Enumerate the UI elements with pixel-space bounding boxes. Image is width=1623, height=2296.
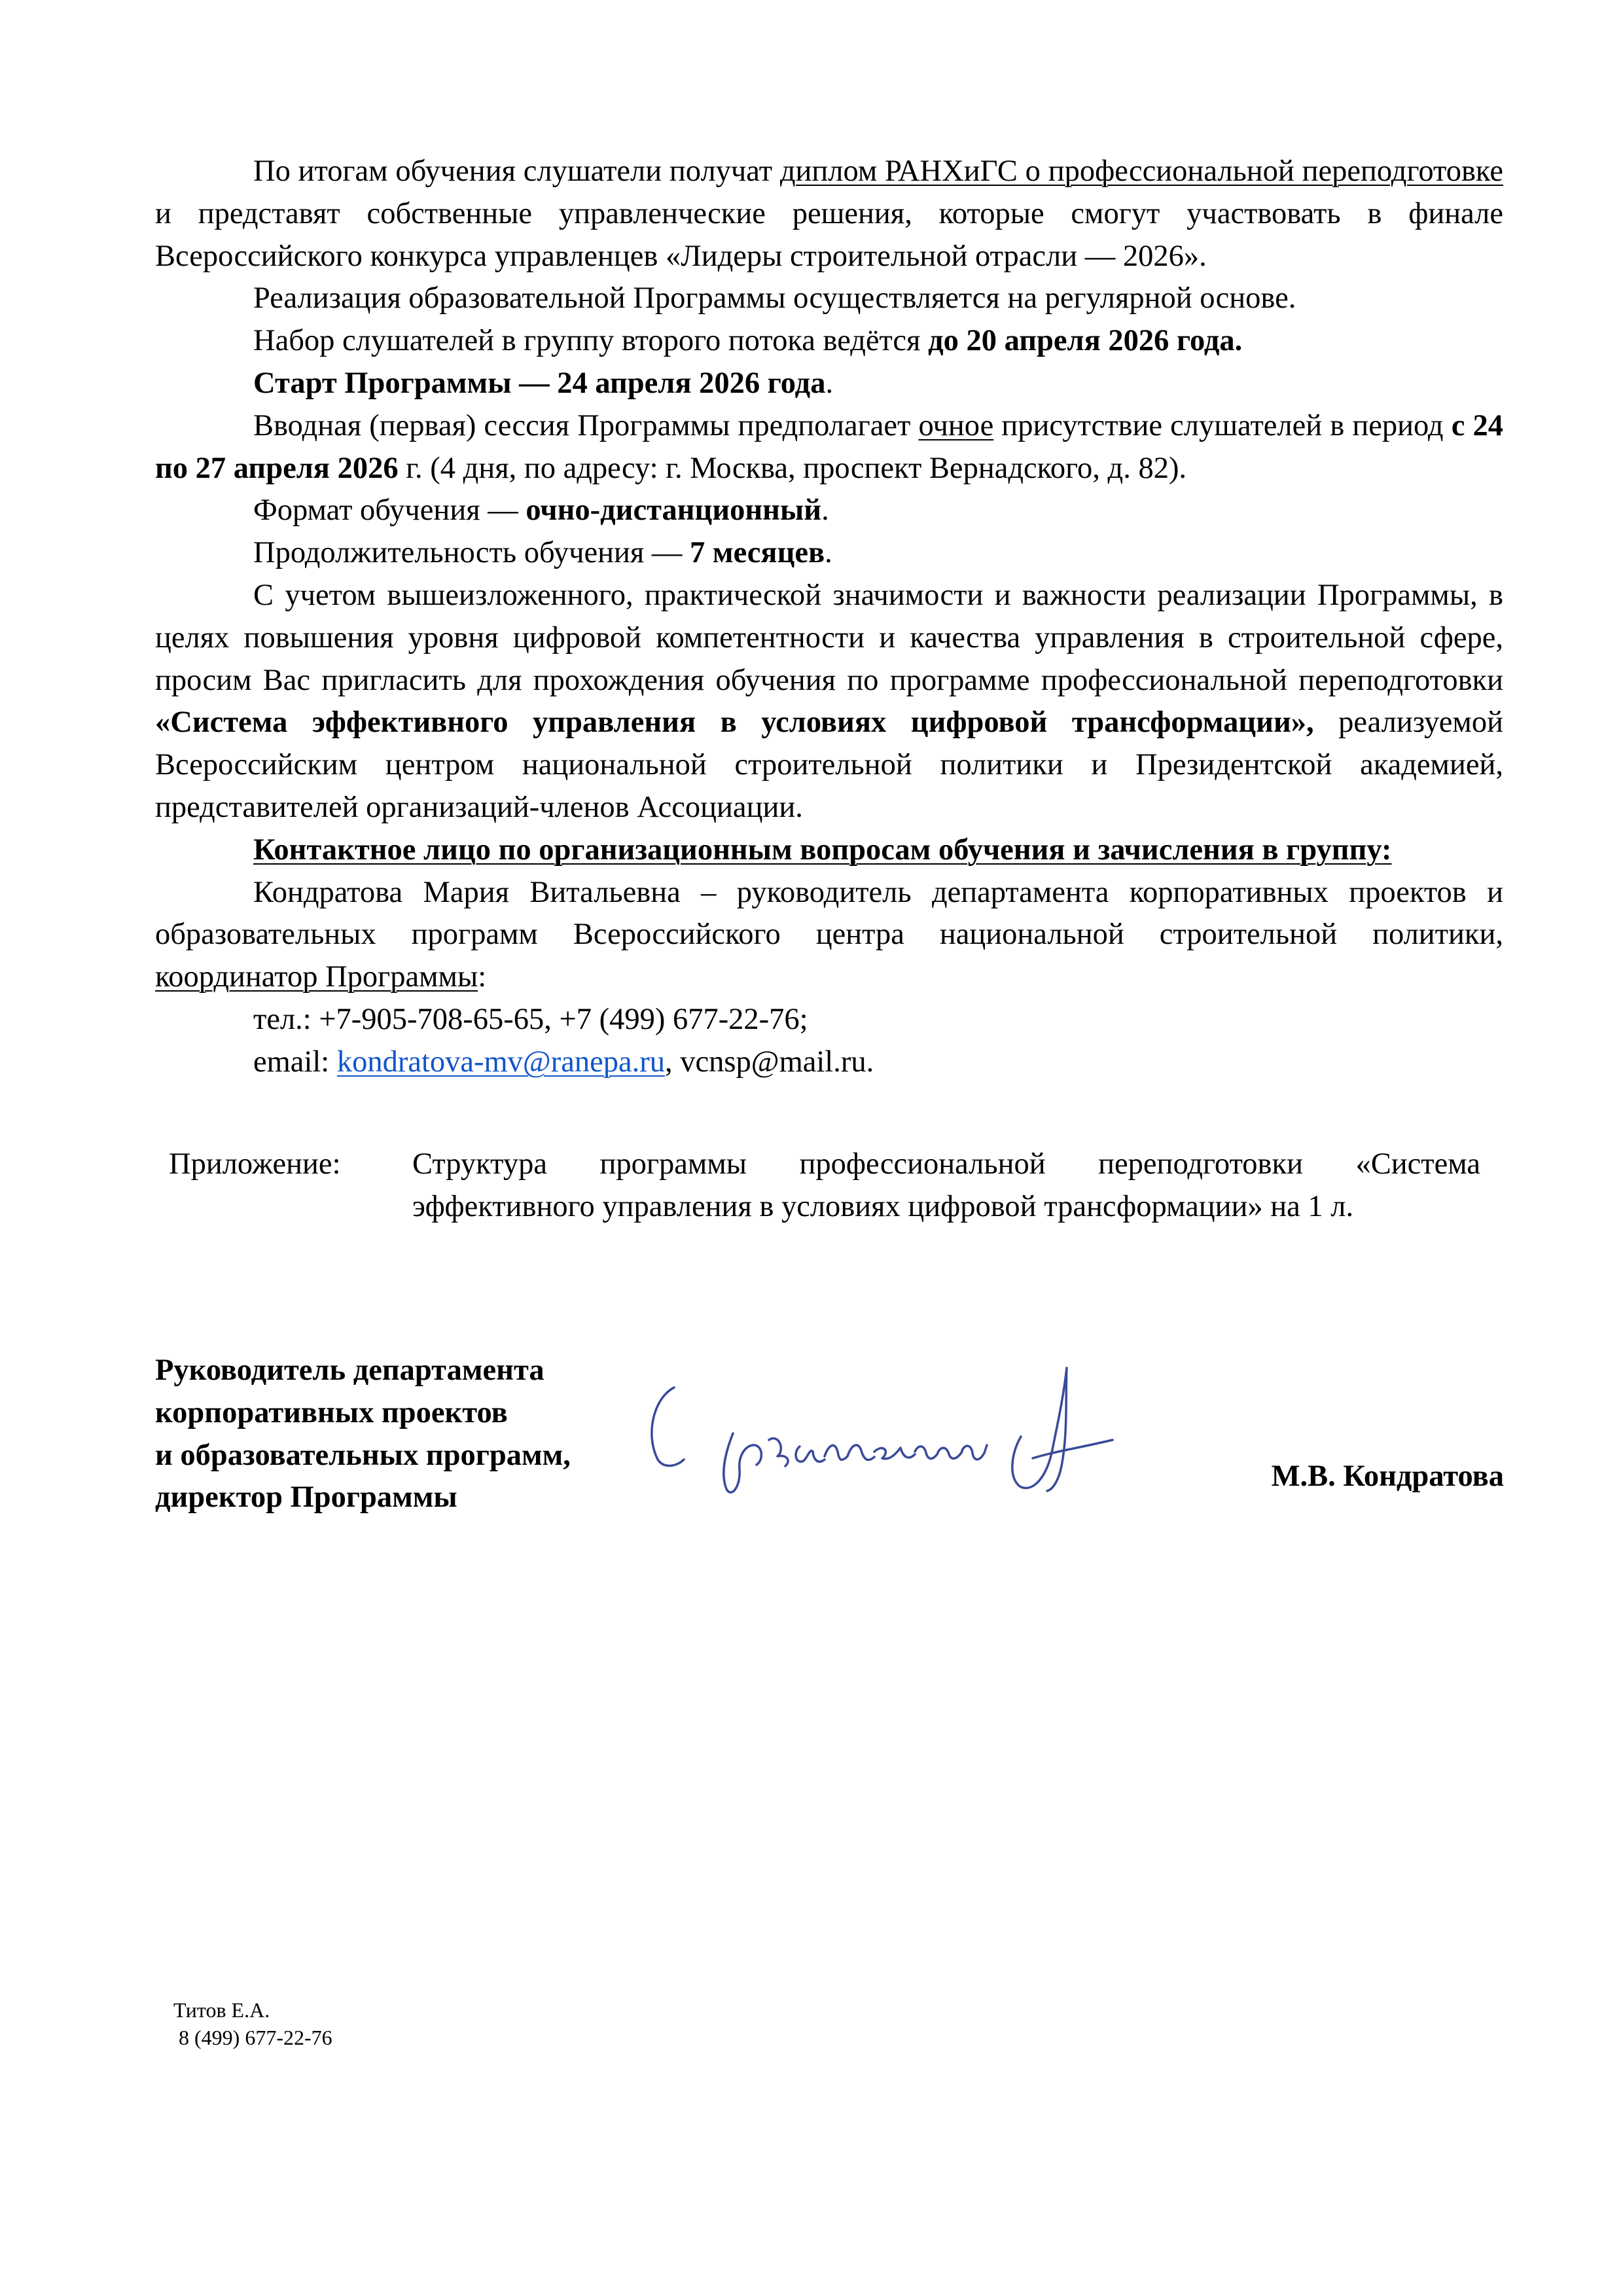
in-person-underlined: очное: [918, 408, 994, 442]
contact-phone: тел.: +7-905-708-65-65, +7 (499) 677-22-76;: [253, 1002, 808, 1036]
text-fragment: .: [825, 536, 832, 570]
contact-email: [155, 1041, 1503, 1084]
attachment-label: Приложение:: [169, 1147, 341, 1181]
text-fragment: Продолжительность обучения —: [253, 536, 690, 570]
text-fragment: и представят собственные управленческие решения, которые смогут участвовать в финале Всероссийского конкурса управленцев «Лидеры строительной отрасли — 2026».: [155, 196, 1503, 273]
text-fragment: :: [478, 960, 487, 994]
signatory-title-line: корпоративных проектов: [155, 1395, 508, 1429]
signatory-title-line: директор Программы: [155, 1480, 457, 1515]
executor-phone: 8 (499) 677-22-76: [179, 2026, 332, 2049]
email-link[interactable]: kondratova-mv@ranepa.ru: [336, 1045, 666, 1079]
handwritten-signature: [628, 1335, 1126, 1505]
footer-executor: [173, 1996, 332, 2051]
email-secondary: , vcnsp@mail.ru.: [665, 1045, 874, 1079]
text-fragment: Набор слушателей в группу второго потока ведётся: [253, 324, 929, 358]
contact-heading: Контактное лицо по организационным вопросам обучения и зачисления в группу:: [253, 833, 1392, 867]
text-fragment: присутствие слушателей в период: [993, 408, 1452, 442]
text-fragment: Формат обучения —: [253, 493, 526, 528]
study-duration: 7 месяцев: [690, 536, 825, 570]
paragraph-regular-basis: Реализация образовательной Программы осуществляется на регулярной основе.: [253, 281, 1296, 315]
paragraph-contact-heading: [155, 829, 1503, 872]
text-fragment: г. (4 дня, по адресу: г. Москва, проспект Вернадского, д. 82).: [398, 451, 1187, 485]
letter-body: [155, 151, 1503, 1084]
text-fragment: С учетом вышеизложенного, практической значимости и важности реализации Программы, в целях повышения уровня цифровой компетентности и качества управления в строительной сфере, просим Вас пригласить для прохождения обучения по программе профессиональной переподготовки: [155, 578, 1503, 697]
study-format: очно-дистанционный: [526, 493, 822, 528]
paragraph-results: [155, 151, 1503, 278]
program-start: Старт Программы — 24 апреля 2026 года: [253, 366, 826, 400]
text-fragment: По итогам обучения слушатели получат: [253, 154, 780, 188]
coordinator-underlined: координатор Программы: [155, 960, 478, 994]
signatory-title-line: и образовательных программ,: [155, 1438, 571, 1472]
paragraph-request: [155, 575, 1503, 829]
executor-name: Титов Е.А.: [173, 1998, 270, 2022]
diploma-underlined: диплом РАНХиГС о профессиональной переподготовке: [779, 154, 1503, 188]
email-label: email:: [253, 1045, 337, 1079]
text-fragment: .: [825, 366, 834, 400]
paragraph-start: [155, 363, 1503, 405]
signatory-title: [155, 1350, 571, 1519]
session-dates: с 24 по 27 апреля 2026: [155, 408, 1503, 485]
paragraph-intro-session: [155, 405, 1503, 490]
text-fragment: .: [821, 493, 829, 528]
text-fragment: реализуемой Всероссийским центром национальной строительной политики и Президентской академией, представителей организаций-членов Ассоциации.: [155, 706, 1503, 824]
paragraph-duration: [155, 532, 1503, 575]
paragraph-format: [155, 490, 1503, 532]
paragraph-enrollment: [155, 320, 1503, 363]
signatory-name: М.В. Кондратова: [1271, 1460, 1504, 1493]
program-name: «Система эффективного управления в условиях цифровой трансформации»,: [155, 706, 1314, 740]
signatory-title-line: Руководитель департамента: [155, 1354, 544, 1387]
enrollment-deadline: до 20 апреля 2026 года.: [928, 324, 1243, 358]
attachment-text: Структура программы профессиональной переподготовки «Система эффективного управления в условиях цифровой трансформации» на 1 л.: [412, 1147, 1480, 1223]
text-fragment: Кондратова Мария Витальевна – руководитель департамента корпоративных проектов и образовательных программ Всероссийского центра национальной строительной политики,: [155, 875, 1503, 952]
paragraph-contact-person: [155, 872, 1503, 999]
text-fragment: Вводная (первая) сессия Программы предполагает: [253, 408, 919, 442]
